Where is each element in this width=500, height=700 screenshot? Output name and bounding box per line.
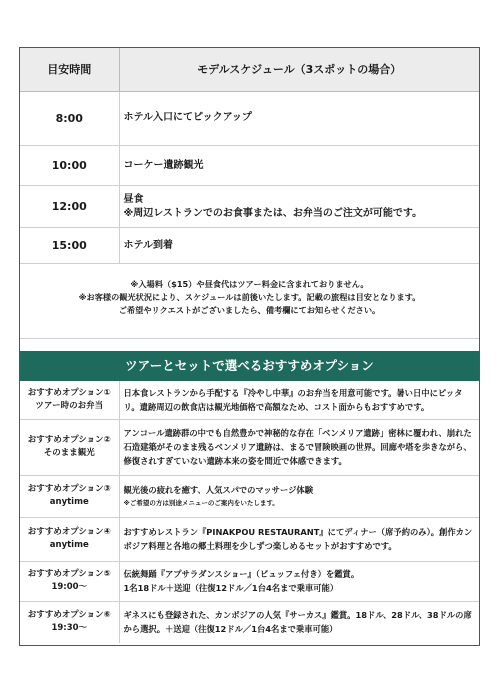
option-label	[20, 475, 119, 517]
options-title-bar: ツアーとセットで選べるおすすめオプション	[20, 351, 479, 381]
schedule-row	[20, 228, 479, 264]
option-name: 19:00〜	[51, 582, 88, 592]
option-text: 日本食レストランから手配する『冷やし中華』のお弁当を用意可能です。暑い日中にピッタリ。遺跡周辺の飲食店は観光地価格で高額なため、コスト面からもおすすめです。	[119, 381, 479, 419]
header-time: 目安時間	[20, 48, 119, 91]
schedule-time: 15:00	[20, 228, 119, 264]
schedule-row	[20, 186, 479, 228]
option-text: 伝統舞踊『アプサラダンスショー』（ビュッフェ付き）を鑑賞。	[123, 569, 360, 579]
schedule-table	[20, 48, 479, 92]
option-number: おすすめオプション⑤	[27, 569, 111, 579]
option-name: 19:30〜	[51, 623, 88, 634]
note-line: ご希望やリクエストがございましたら、備考欄にてお知らせください。	[118, 305, 381, 315]
note-line: ※お客様の観光状況により、スケジュールは前後いたします。記載の旅程は目安となります。	[78, 292, 421, 302]
schedule-time: 12:00	[20, 186, 119, 228]
option-text: 観光後の疲れを癒す、人気スパでのマッサージ体験	[123, 485, 314, 495]
option-name: ツアー時のお弁当	[35, 400, 104, 411]
note-line: ※入場料（$15）や昼食代はツアー料金に含まれておりません。	[130, 279, 369, 289]
option-text-cell	[119, 475, 479, 517]
schedule-desc: ホテル入口にてピックアップ	[119, 92, 479, 146]
option-number: おすすめオプション①	[27, 387, 111, 398]
header-plan: モデルスケジュール（3スポットの場合）	[119, 48, 479, 91]
option-row	[20, 381, 479, 419]
option-name: そのまま観光	[43, 448, 95, 458]
schedule-desc: 昼食	[123, 193, 144, 205]
option-number: おすすめオプション②	[27, 435, 111, 445]
option-row	[20, 517, 479, 561]
option-label	[20, 381, 119, 419]
tour-schedule-sheet	[19, 47, 480, 646]
schedule-body	[20, 92, 479, 265]
schedule-row	[20, 92, 479, 146]
option-text: アンコール遺跡群の中でも自然豊かで神秘的な存在「ベンメリア遺跡」密林に覆われ、崩れた石造建築がそのまま残るベンメリア遺跡は、まるで冒険映画の世界。回廊や塔を歩きながら、修復されすぎていない遺跡本来の姿を間近で体感できます。	[119, 419, 479, 475]
schedule-notes	[20, 264, 479, 339]
option-text: ギネスにも登録された、カンボジアの人気『サーカス』鑑賞。18ドル、28ドル、38ドルの席から選択。＋送迎（往復12ドル／1台4名まで乗車可能）	[123, 610, 472, 635]
schedule-desc: コーケー遺跡観光	[119, 146, 479, 186]
option-row	[20, 419, 479, 475]
schedule-desc-cell	[119, 186, 479, 228]
option-number: おすすめオプション⑥	[27, 610, 111, 621]
option-row	[20, 601, 479, 643]
option-label	[20, 419, 119, 475]
schedule-time: 8:00	[20, 92, 119, 146]
schedule-desc: ホテル到着	[119, 228, 479, 264]
schedule-time: 10:00	[20, 146, 119, 186]
option-text: おすすめレストラン『PINAKPOU RESTAURANT』にてディナー（席予約のみ）。創作カンボジア料理と各地の郷土料理を少しずつ楽しめるセットがおすすめです。	[119, 517, 479, 561]
option-number: おすすめオプション④	[27, 527, 111, 537]
options-table	[20, 381, 479, 643]
option-label	[20, 561, 119, 601]
option-text-cell	[119, 561, 479, 601]
schedule-desc-note: ※周辺レストランでのお食事または、お弁当のご注文が可能です。	[123, 207, 423, 219]
option-label	[20, 601, 119, 643]
option-row	[20, 475, 479, 517]
schedule-row	[20, 146, 479, 186]
option-name: anytime	[49, 540, 89, 550]
schedule-header-row	[20, 48, 479, 91]
option-text-2: 1名18ドル＋送迎（往復12ドル／1台4名まで乗車可能）	[123, 583, 339, 593]
option-row	[20, 561, 479, 601]
option-label	[20, 517, 119, 561]
option-number: おすすめオプション③	[27, 484, 111, 494]
option-name: anytime	[49, 497, 89, 507]
option-note: ※ご希望の方は別途メニューのご案内をいたします。	[123, 499, 279, 507]
